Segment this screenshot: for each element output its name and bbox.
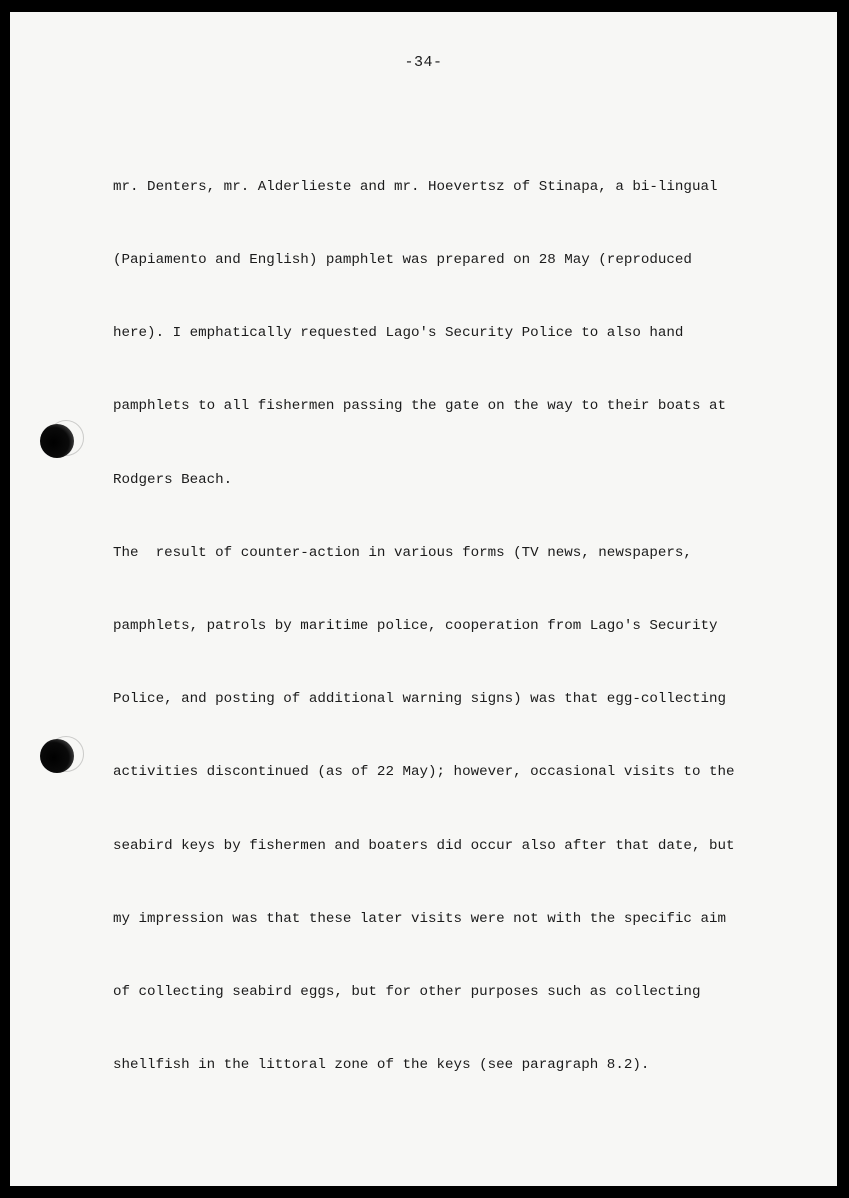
text-line: my impression was that these later visits were not with the specific aim xyxy=(113,910,726,927)
text-line: pamphlets, patrols by maritime police, cooperation from Lago's Security xyxy=(113,618,718,635)
body-text xyxy=(113,126,735,1126)
text-line: here). I emphatically requested Lago's Security Police to also hand xyxy=(113,325,684,342)
text-line: (Papiamento and English) pamphlet was prepared on 28 May (reproduced xyxy=(113,252,692,269)
document-page xyxy=(10,12,837,1186)
text-line: seabird keys by fishermen and boaters did occur also after that date, but xyxy=(113,837,735,854)
text-line: of collecting seabird eggs, but for other purposes such as collecting xyxy=(113,984,701,1001)
page-number: -34- xyxy=(404,54,443,71)
text-line: Rodgers Beach. xyxy=(113,471,233,488)
text-line: The result of counter-action in various forms (TV news, newspapers, xyxy=(113,544,692,561)
punch-hole-icon xyxy=(40,424,74,458)
text-line: activities discontinued (as of 22 May); however, occasional visits to the xyxy=(113,764,735,781)
text-line: pamphlets to all fishermen passing the gate on the way to their boats at xyxy=(113,398,726,415)
text-line: shellfish in the littoral zone of the keys (see paragraph 8.2). xyxy=(113,1057,650,1074)
punch-hole-icon xyxy=(40,739,74,773)
text-line: Police, and posting of additional warning signs) was that egg-collecting xyxy=(113,691,726,708)
text-line: mr. Denters, mr. Alderlieste and mr. Hoevertsz of Stinapa, a bi-lingual xyxy=(113,178,718,195)
